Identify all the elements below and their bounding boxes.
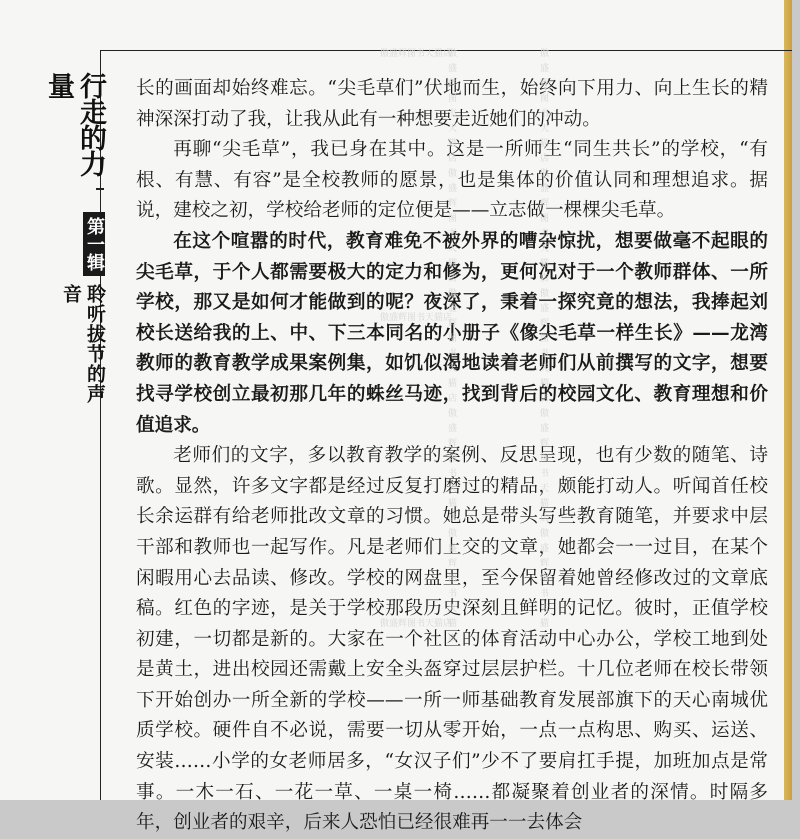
paragraph: 老师们的文字，多以教育教学的案例、反思呈现，也有少数的随笔、诗歌。显然，许多文字都是经过反复打磨过的精品，颇能打动人。听闻首任校长余运群有给老师批改文章的习惯。她总是带头写些教育随笔，并要求中层干部和教师也一起写作。凡是老师们上交的文章，她都会一一过目，在某个闲暇用心去品读、修改。学校的网盘里，至今保留着她曾经修改过的文章底稿。红色的字迹，是关于学校那段历史深刻且鲜明的记忆。彼时，正值学校初建，一切都是新的。大家在一个社区的体育活动中心办公，学校工地到处是黄土，进出校园还需戴上安全头盔穿过层层护栏。十几位老师在校长带领下开始创办一所全新的学校——一所一师基础教育发展部旗下的天心南城优质学校。硬件自不必说，需要一切从零开始，一点一点构思、购买、运送、安装……小学的女老师居多，“女汉子们”少不了要肩扛手提，加班加点是常事。一木一石、一花一草、一桌一椅……都凝聚着创业者的深情。时隔多年，创业者的艰辛，后来人恐怕已经很难再一一去体会 [136,445,768,834]
header-rule [100,50,792,51]
paragraph: 再聊“尖毛草”，我已身在其中。这是一所师生“同生共长”的学校，“有根、有慧、有容”是全校教师的愿景，也是集体的价值认同和理想追求。据说，建校之初，学校给老师的定位便是——立志做一棵棵尖毛草。 [136,139,768,222]
watermark-vertical: 傲盛辉图书天猫店傲盛辉图书天猫店傲盛辉图书天猫店傲盛辉图书天猫店傲盛辉图书天猫店 [446,48,456,648]
watermark-horizontal: 傲盛辉图书天猫店 [380,49,453,59]
watermark-horizontal: 傲盛辉图书天猫店 [380,619,453,629]
body-text [136,74,768,839]
watermark-vertical: 傲盛辉图书天猫店傲盛辉图书天猫店傲盛辉图书天猫店傲盛辉图书天猫店傲盛辉图书天猫店 [538,48,548,648]
paragraph: 长的画面却始终难忘。“尖毛草们”伏地而生，始终向下用力、向上生长的精神深深打动了我，让我从此有一种想要走近她们的冲动。 [136,78,768,130]
watermark-horizontal: 傲盛辉图书天猫店 [380,313,453,323]
series-title: 行走的力量 [43,72,106,176]
section-title: 聆听拔节的声音 [60,284,106,404]
paragraph: 在这个喧嚣的时代，教育难免不被外界的嘈杂惊扰，想要做毫不起眼的尖毛草，于个人都需要极大的定力和修为，更何况对于一个教师群体、一所学校，那又是如何才能做到的呢？夜深了，秉着一探究竟的想法，我捧起刘校长送给我的上、中、下三本同名的小册子《像尖毛草一样生长》——龙湾教师的教育教学成果案例集，如饥似渴地读着老师们从前撰写的文字，想要找寻学校创立最初那几年的蛛丝马迹，找到背后的校园文化、教育理想和价值追求。 [136,230,768,436]
page-edge [784,0,792,800]
section-badge: 第一辑 [83,212,105,276]
